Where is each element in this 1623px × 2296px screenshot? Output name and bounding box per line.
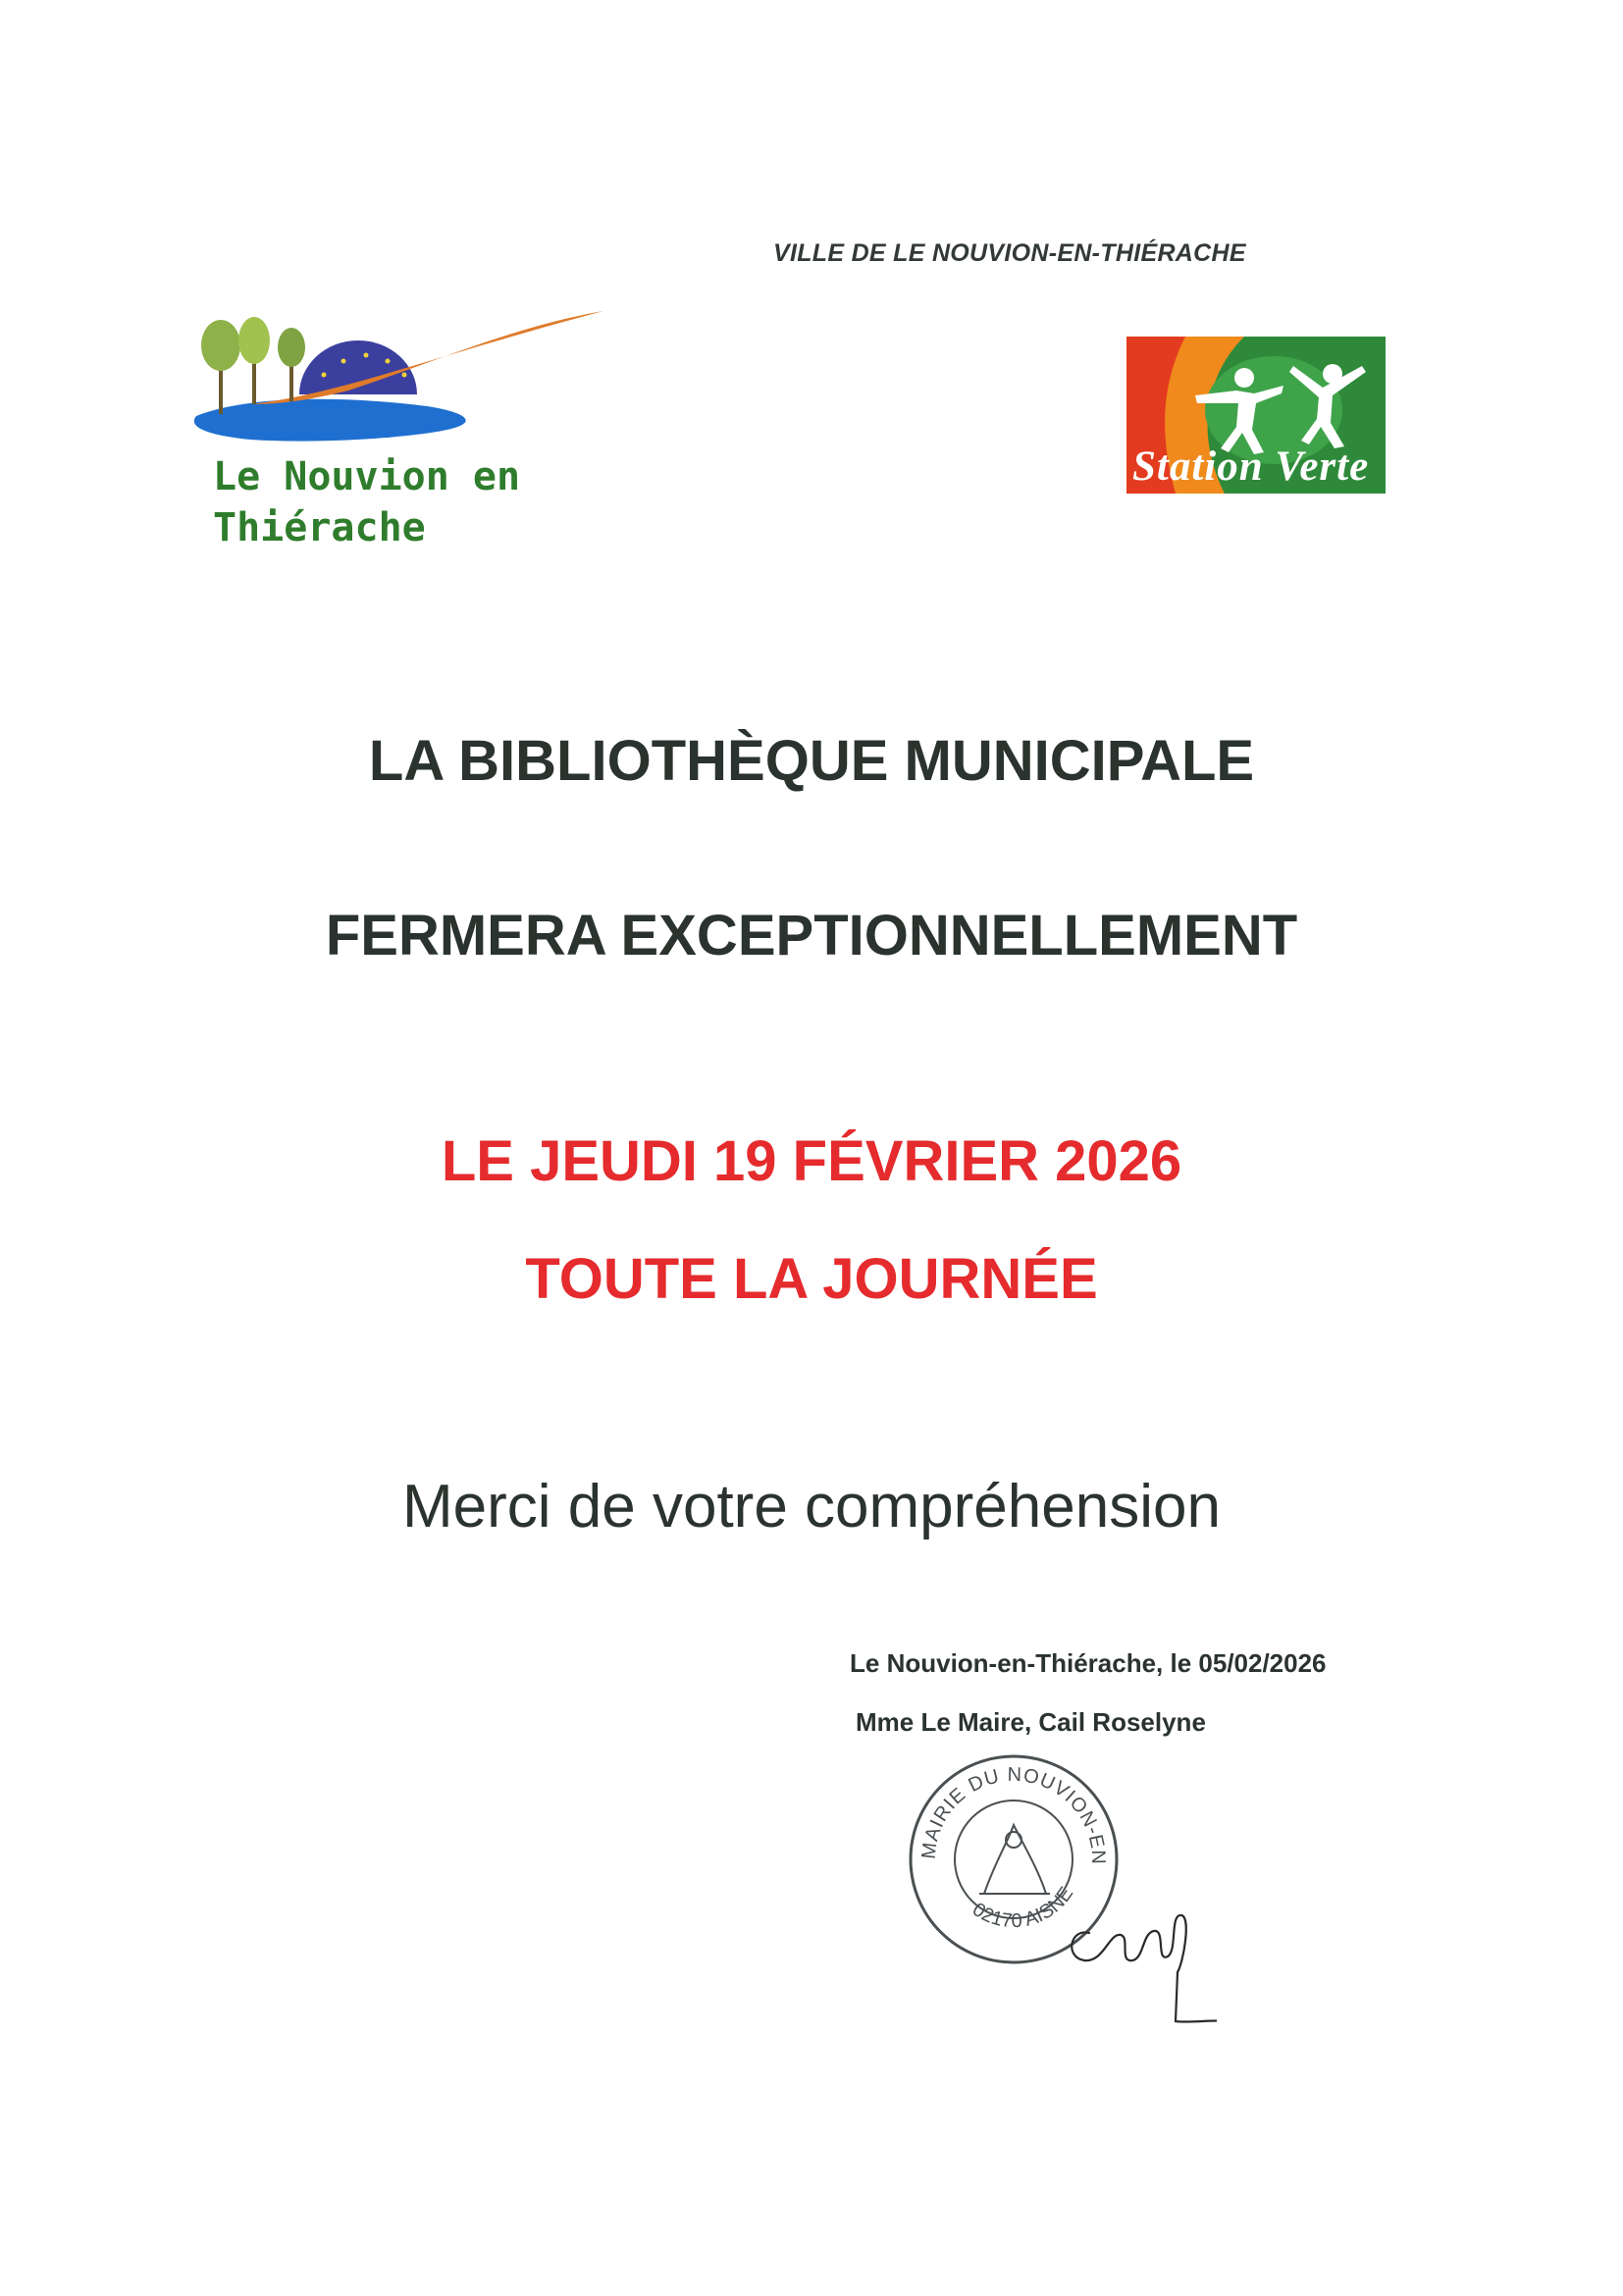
place-and-date: Le Nouvion-en-Thiérache, le 05/02/2026	[850, 1648, 1327, 1678]
notice-title: LA BIBLIOTHÈQUE MUNICIPALE	[368, 729, 1255, 793]
station-verte-logo	[1126, 337, 1386, 494]
town-logo	[191, 296, 613, 551]
city-header: VILLE DE LE NOUVION-EN-THIÉRACHE	[773, 239, 1246, 267]
stamp-text: MAIRIE DU NOUVION-EN	[917, 1763, 1110, 1866]
handwritten-signature	[1060, 1874, 1217, 2031]
notice-subtitle: FERMERA EXCEPTIONNELLEMENT	[325, 904, 1298, 967]
town-logo-icon	[191, 296, 613, 453]
closure-duration: TOUTE LA JOURNÉE	[525, 1247, 1098, 1311]
station-verte-text: Station Verte	[1132, 444, 1370, 490]
stamp-postcode: 02170 AISNE	[968, 1883, 1078, 1933]
closure-date: LE JEUDI 19 FÉVRIER 2026	[441, 1129, 1182, 1193]
signatory-name: Mme Le Maire, Cail Roselyne	[856, 1707, 1206, 1737]
svg-text:MAIRIE DU NOUVION-EN-THIÉRACHE	[901, 1747, 1109, 1865]
thanks-message: Merci de votre compréhension	[402, 1473, 1221, 1540]
town-logo-text: Le Nouvion en Thiérache	[213, 454, 521, 550]
